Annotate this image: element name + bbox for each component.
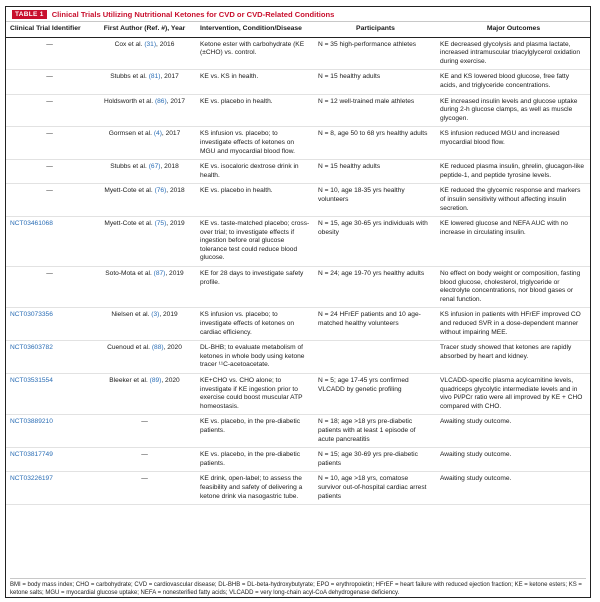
table-row — [6, 127, 590, 160]
table-row — [6, 184, 590, 217]
trial-identifier: — — [6, 184, 92, 217]
first-author-cell — [92, 160, 196, 184]
intervention-cell: KE vs. placebo, in the pre-diabetic patients. — [196, 415, 314, 448]
outcomes-cell: KE and KS lowered blood glucose, free fatty acids, and triglyceride concentrations. — [436, 70, 590, 94]
trial-identifier[interactable]: NCT03226197 — [6, 472, 92, 505]
table-row — [6, 341, 590, 374]
outcomes-cell: KE lowered glucose and NEFA AUC with no increase in circulating insulin. — [436, 217, 590, 267]
table-number-tag: TABLE 1 — [12, 10, 47, 19]
first-author: Cox et al. — [114, 40, 143, 48]
first-author-cell — [92, 374, 196, 415]
first-author: Bleeker et al. — [109, 377, 148, 384]
outcomes-cell: No effect on body weight or composition, fasting blood glucose, cholesterol, triglyceride or electrolyte concentrations, nor blood gases or renal function. — [436, 267, 590, 308]
publication-year: , 2019 — [166, 220, 185, 228]
publication-year: , 2019 — [165, 270, 184, 278]
reference-link[interactable]: (75) — [154, 220, 167, 228]
trial-identifier: — — [6, 267, 92, 308]
intervention-cell: KE vs. placebo, in the pre-diabetic patients. — [196, 448, 314, 472]
reference-link[interactable]: (76) — [154, 187, 167, 195]
first-author-cell — [92, 448, 196, 472]
header-major-outcomes: Major Outcomes — [436, 22, 590, 37]
header-first-author: First Author (Ref. #), Year — [92, 22, 196, 37]
table-row — [6, 415, 590, 448]
participants-cell: N = 35 high-performance athletes — [314, 37, 436, 70]
table-row — [6, 308, 590, 341]
participants-cell: N = 10, age >18 yrs, comatose survivor out-of-hospital cardiac arrest patients — [314, 472, 436, 505]
intervention-cell: Ketone ester with carbohydrate (KE (±CHO) vs. control. — [196, 37, 314, 70]
outcomes-cell: Awaiting study outcome. — [436, 448, 590, 472]
first-author: Stubbs et al. — [110, 73, 147, 81]
publication-year: , 2017 — [160, 73, 179, 81]
reference-link[interactable]: (4) — [153, 130, 162, 138]
publication-year: , 2020 — [161, 377, 180, 384]
trial-identifier: — — [6, 70, 92, 94]
table-title-bar — [6, 7, 590, 22]
outcomes-cell: Awaiting study outcome. — [436, 415, 590, 448]
intervention-cell: KS infusion vs. placebo; to investigate effects of ketones on cardiac efficiency. — [196, 308, 314, 341]
reference-link[interactable]: (89) — [149, 377, 162, 384]
header-trial-id: Clinical Trial Identifier — [6, 22, 92, 37]
publication-year: , 2020 — [163, 344, 182, 352]
table-row — [6, 94, 590, 127]
publication-year: , 2016 — [156, 40, 175, 48]
first-author: Myett-Cote et al. — [104, 187, 153, 195]
trial-identifier: — — [6, 127, 92, 160]
first-author-cell — [92, 94, 196, 127]
table-title: Clinical Trials Utilizing Nutritional Ketones for CVD or CVD-Related Conditions — [51, 9, 335, 19]
first-author: Gormsen et al. — [108, 130, 152, 138]
table-row — [6, 448, 590, 472]
header-intervention: Intervention, Condition/Disease — [196, 22, 314, 37]
trial-identifier[interactable]: NCT03889210 — [6, 415, 92, 448]
participants-cell: N = 18; age >18 yrs pre-diabetic patients with at least 1 episode of acute pancreatitis — [314, 415, 436, 448]
first-author-cell — [92, 267, 196, 308]
first-author-cell — [92, 308, 196, 341]
intervention-cell: DL-BHB; to evaluate metabolism of ketones in whole body using ketone tracer ¹¹C-acetoacetate. — [196, 341, 314, 374]
trial-identifier[interactable]: NCT03531554 — [6, 374, 92, 415]
participants-cell: N = 10, age 18-35 yrs healthy volunteers — [314, 184, 436, 217]
publication-year: , 2018 — [160, 163, 179, 171]
trial-identifier: — — [6, 160, 92, 184]
outcomes-cell: KE decreased glycolysis and plasma lactate, increased intramuscular triacylglycerol oxidation during exercise. — [436, 37, 590, 70]
trial-identifier[interactable]: NCT03073356 — [6, 308, 92, 341]
table-row — [6, 472, 590, 505]
participants-cell: N = 15 healthy adults — [314, 160, 436, 184]
participants-cell: N = 12 well-trained male athletes — [314, 94, 436, 127]
outcomes-cell: KE reduced plasma insulin, ghrelin, glucagon-like peptide-1, and peptide tyrosine levels. — [436, 160, 590, 184]
first-author: — — [141, 451, 148, 459]
outcomes-cell: KE reduced the glycemic response and markers of insulin sensitivity without affecting insulin secretion. — [436, 184, 590, 217]
intervention-cell: KE vs. placebo in health. — [196, 94, 314, 127]
intervention-cell: KE for 28 days to investigate safety profile. — [196, 267, 314, 308]
intervention-cell: KE drink, open-label; to assess the feasibility and safety of delivering a ketone drink via nasogastric tube. — [196, 472, 314, 505]
outcomes-cell: Tracer study showed that ketones are rapidly absorbed by heart and kidney. — [436, 341, 590, 374]
participants-cell: N = 8, age 50 to 68 yrs healthy adults — [314, 127, 436, 160]
reference-link[interactable]: (87) — [153, 270, 166, 278]
intervention-cell: KE vs. KS in health. — [196, 70, 314, 94]
first-author-cell — [92, 37, 196, 70]
reference-link[interactable]: (31) — [144, 40, 157, 48]
trial-identifier[interactable]: NCT03461068 — [6, 217, 92, 267]
trial-identifier: — — [6, 94, 92, 127]
table-row — [6, 267, 590, 308]
table-row — [6, 374, 590, 415]
publication-year: , 2017 — [166, 97, 186, 105]
table-header-row — [6, 22, 590, 37]
first-author-cell — [92, 70, 196, 94]
intervention-cell: KE vs. taste-matched placebo; cross-over trial; to investigate effects if ingestion before oral glucose tolerance test could reduce blood glucose. — [196, 217, 314, 267]
first-author: — — [141, 418, 148, 426]
outcomes-cell: KS infusion in patients with HFrEF improved CO and reduced SVR in a dose-dependent manner without impairing MEE. — [436, 308, 590, 341]
outcomes-cell: Awaiting study outcome. — [436, 472, 590, 505]
table-footnote: BMI = body mass index; CHO = carbohydrate; CVD = cardiovascular disease; DL-BHB = DL-beta-hydroxybutyrate; EPO = erythropoietin; HFrEF = heart failure with reduced ejection fraction; KE = ketone esters; KS = ketone salts; MGU = myocardial glucose uptake; NEFA = nonesterified fatty acids; VLCADD = very long-chain acyl-CoA dehydrogenase deficiency. — [10, 578, 586, 597]
first-author: Soto-Mota et al. — [105, 270, 152, 278]
first-author-cell — [92, 217, 196, 267]
reference-link[interactable]: (86) — [154, 97, 167, 105]
first-author: Holdsworth et al. — [103, 97, 154, 105]
participants-cell: N = 15; age 30-69 yrs pre-diabetic patients — [314, 448, 436, 472]
table-row — [6, 70, 590, 94]
outcomes-cell: KS infusion reduced MGU and increased myocardial blood flow. — [436, 127, 590, 160]
publication-year: , 2017 — [161, 130, 181, 138]
header-participants: Participants — [314, 22, 436, 37]
publication-year: , 2018 — [166, 187, 185, 195]
first-author: Myett-Cote et al. — [104, 220, 153, 228]
participants-cell: N = 5; age 17-45 yrs confirmed VLCADD by genetic profiling — [314, 374, 436, 415]
first-author-cell — [92, 341, 196, 374]
reference-link[interactable]: (3) — [151, 311, 160, 319]
clinical-trials-table — [6, 22, 590, 505]
first-author-cell — [92, 184, 196, 217]
participants-cell: N = 24 HFrEF patients and 10 age-matched healthy volunteers — [314, 308, 436, 341]
trial-identifier: — — [6, 37, 92, 70]
trial-identifier[interactable]: NCT03603782 — [6, 341, 92, 374]
first-author-cell — [92, 127, 196, 160]
outcomes-cell: VLCADD-specific plasma acylcarnitine levels, quadriceps glycolytic intermediate levels and in vivo Pi/PCr ratio were all improved by KE + CHO compared with CHO. — [436, 374, 590, 415]
trial-identifier[interactable]: NCT03817749 — [6, 448, 92, 472]
outcomes-cell: KE increased insulin levels and glucose uptake during 2-h glucose clamps, as well as muscle glycogen. — [436, 94, 590, 127]
first-author: Stubbs et al. — [110, 163, 147, 171]
publication-year: , 2019 — [159, 311, 178, 319]
first-author: — — [141, 475, 148, 483]
table-row — [6, 37, 590, 70]
first-author: Nielsen et al. — [111, 311, 150, 319]
intervention-cell: KE vs. isocaloric dextrose drink in health. — [196, 160, 314, 184]
intervention-cell: KS infusion vs. placebo; to investigate effects of ketones on MGU and myocardial blood flow. — [196, 127, 314, 160]
reference-link[interactable]: (67) — [148, 163, 161, 171]
first-author: Cuenoud et al. — [107, 344, 150, 352]
first-author-cell — [92, 472, 196, 505]
participants-cell: N = 15 healthy adults — [314, 70, 436, 94]
first-author-cell — [92, 415, 196, 448]
participants-cell: N = 24; age 19-70 yrs healthy adults — [314, 267, 436, 308]
intervention-cell: KE vs. placebo in health. — [196, 184, 314, 217]
intervention-cell: KE+CHO vs. CHO alone; to investigate if KE ingestion prior to exercise could boost muscular ATP homeostasis. — [196, 374, 314, 415]
reference-link[interactable]: (81) — [148, 73, 161, 81]
table-row — [6, 217, 590, 267]
table-frame — [5, 6, 591, 598]
reference-link[interactable]: (88) — [151, 344, 164, 352]
participants-cell — [314, 341, 436, 374]
participants-cell: N = 15, age 30-65 yrs individuals with obesity — [314, 217, 436, 267]
table-row — [6, 160, 590, 184]
